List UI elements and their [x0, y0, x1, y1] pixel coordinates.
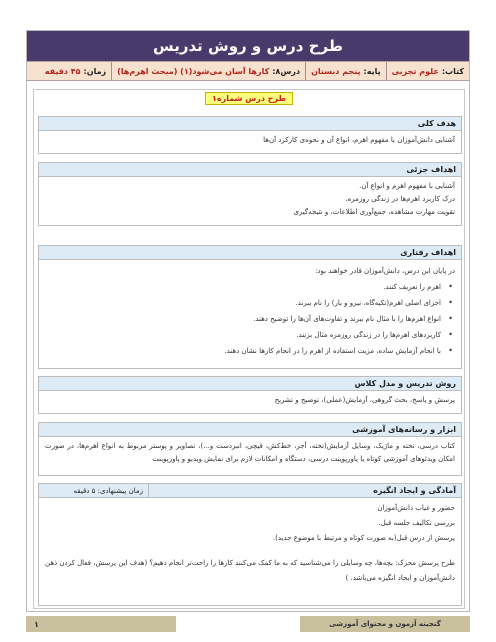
- section-teaching-method: [38, 376, 462, 414]
- info-time: [40, 62, 111, 80]
- section-heading: آمادگی و ایجاد انگیزه: [149, 484, 461, 497]
- info-time-label: زمان:: [83, 66, 107, 76]
- list-item: • کاربردهای اهرم‌ها را در زندگی روزمره مثال بزنند.: [45, 327, 455, 343]
- suggested-time: زمان پیشنهادی: ۵ دقیقه: [39, 484, 149, 497]
- info-lesson-label: درس۸:: [272, 66, 301, 76]
- lesson-plan-box: [33, 89, 465, 609]
- section-heading: هدف کلی: [39, 117, 461, 131]
- section-heading: اهداف رفتاری: [39, 246, 461, 260]
- info-grade-label: پایه:: [363, 66, 381, 76]
- list-item: • اهرم را تعریف کنند.: [45, 279, 455, 295]
- info-grade-value: پنجم دبستان: [311, 66, 361, 76]
- section-heading: ابزار و رسانه‌های آموزشی: [39, 423, 461, 437]
- partial-goal-line: درک کاربرد اهرم‌ها در زندگی روزمره.: [345, 195, 455, 203]
- lesson-info-row: [27, 61, 469, 81]
- plan-number-banner: طرح درس شماره۱: [205, 92, 293, 105]
- tools-text: کتاب درسی، تخته و ماژیک، وسایل آزمایش(تخته، آجر، خط‌کش، قیچی، انبردست و...)، تصاویر و پوستر مربوط به انواع اهرم‌ها، در صورت امکان ویدئوهای آموزشی کوتاه یا پاورپوینت درسی، دستگاه و امکانات لازم برای نمایش ویدیو و پاورپوینت: [45, 442, 455, 463]
- section-heading: روش تدریس و مدل کلاس: [39, 377, 461, 391]
- page-frame: [26, 30, 470, 612]
- behavioral-intro: در پایان این درس، دانش‌آموزان قادر خواهند بود:: [315, 267, 455, 275]
- info-subject: [386, 62, 469, 80]
- teaching-method-text: پرسش و پاسخ، بحث گروهی، آزمایش(عملی)، توضیح و تشریح: [274, 396, 455, 404]
- info-subject-value: علوم تجربی: [391, 66, 439, 76]
- section-tools: [38, 422, 462, 476]
- readiness-line: حضور و غیاب دانش‌آموزان: [377, 504, 455, 512]
- readiness-line: طرح پرسش محرک: بچه‌ها، چه وسایلی را می‌شناسید که به ما کمک می‌کنند کارها را راحت‌تر انجام دهیم؟ (هدف این پرسش، فعال کردن ذهن دانش‌آموزان و ایجاد انگیزه می‌باشد. ): [45, 559, 455, 582]
- partial-goal-line: آشنایی با مفهوم اهرم و انواع آن.: [359, 182, 455, 190]
- section-readiness: [38, 483, 462, 606]
- partial-goal-line: تقویت مهارت مشاهده، جمع‌آوری اطلاعات، و نتیجه‌گیری: [293, 208, 455, 216]
- section-behavioral-goals: [38, 245, 462, 369]
- page-title: طرح درس و روش تدریس: [27, 31, 469, 61]
- page-number: ۱: [26, 616, 176, 632]
- info-lesson: [111, 62, 305, 80]
- footer-title: گنجینه آزمون و محتوای آموزشی: [300, 616, 470, 632]
- general-goal-text: آشنایی دانش‌آموزان با مفهوم اهرم، انواع آن و نحوه‌ی کارکرد آن‌ها: [263, 136, 455, 144]
- list-item: • با انجام آزمایش ساده، مزیت استفاده از اهرم را در انجام کارها نشان دهند.: [45, 343, 455, 359]
- info-lesson-value: کارها آسان می‌شود(۱) (مبحث اهرم‌ها): [117, 66, 270, 76]
- behavioral-list: [45, 279, 455, 359]
- list-item: • اجزای اصلی اهرم(تکیه‌گاه، نیرو و بار) را نام ببرند.: [45, 295, 455, 311]
- readiness-line: [45, 546, 455, 556]
- section-heading: اهداف جزئی: [39, 163, 461, 177]
- readiness-line: پرسش از درس قبل(به صورت کوتاه و مرتبط با موضوع جدید).: [272, 534, 455, 542]
- readiness-line: بررسی تکالیف جلسه قبل.: [378, 519, 455, 527]
- info-grade: [305, 62, 386, 80]
- section-general-goal: [38, 116, 462, 154]
- section-partial-goals: [38, 162, 462, 226]
- info-subject-label: کتاب:: [441, 66, 464, 76]
- info-time-value: ۴۵ دقیقه: [44, 66, 81, 76]
- page-footer: [26, 616, 470, 632]
- list-item: • انواع اهرم‌ها را با مثال نام ببرند و تفاوت‌های آن‌ها را توضیح دهند.: [45, 311, 455, 327]
